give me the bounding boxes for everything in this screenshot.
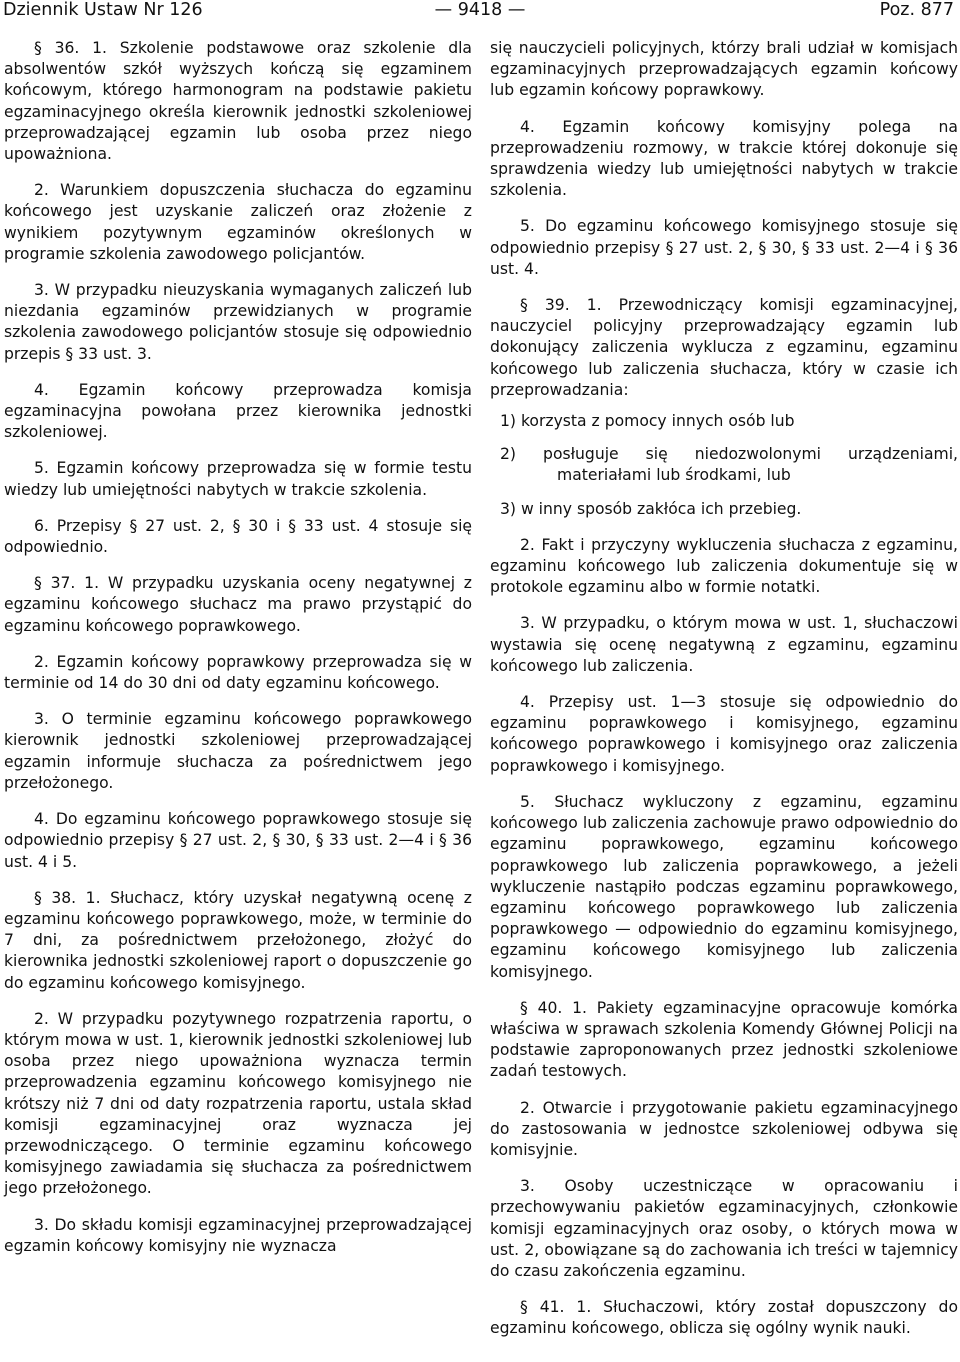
paragraph: 2. Fakt i przyczyny wykluczenia słuchacza z egzaminu, egzaminu końcowego lub zaliczenia dokumentuje się w protokole egzaminu albo w formie notatki. (490, 535, 958, 597)
paragraph: 4. Przepisy ust. 1—3 stosuje się odpowiednio do egzaminu poprawkowego i komisyjnego, egzaminu końcowego poprawkowego i komisyjnego oraz zaliczenia poprawkowego i komisyjnego. (490, 693, 958, 775)
left-column (4, 38, 472, 1257)
paragraph: § 36. 1. Szkolenie podstawowe oraz szkolenie dla absolwentów szkół wyższych kończą się egzaminem końcowym, którego harmonogram na podstawie pakietu egzaminacyjnego określa kierownik jednostki szkoleniowej przeprowadzającej egzamin lub osoba przez niego upoważniona. (4, 39, 472, 164)
paragraph: 5. Słuchacz wykluczony z egzaminu, egzaminu końcowego lub zaliczenia zachowuje prawo odpowiednio do egzaminu poprawkowego, egzaminu końcowego poprawkowego lub zaliczenia poprawkowego, a jeżeli wykluczenie nastąpiło podczas egzaminu poprawkowego, egzaminu końcowego poprawkowego lub zaliczenia poprawkowego — odpowiednio do egzaminu komisyjnego, egzaminu końcowego komisyjnego lub zaliczenia komisyjnego. (490, 792, 958, 981)
list-item: 2) posługuje się niedozwolonymi urządzeniami, materiałami lub środkami, lub (500, 445, 958, 485)
paragraph: 4. Do egzaminu końcowego poprawkowego stosuje się odpowiednio przepisy § 27 ust. 2, § 30, § 33 ust. 2—4 i § 36 ust. 4 i 5. (4, 810, 472, 871)
paragraph: 3. O terminie egzaminu końcowego poprawkowego kierownik jednostki szkoleniowej przeprowadzającej egzamin informuje słuchacza za pośrednictwem jego przełożonego. (4, 710, 472, 792)
paragraph: 5. Do egzaminu końcowego komisyjnego stosuje się odpowiednio przepisy § 27 ust. 2, § 30, § 33 ust. 2—4 i § 36 ust. 4. (490, 217, 958, 278)
paragraph: 2. Egzamin końcowy poprawkowy przeprowadza się w terminie od 14 do 30 dni od daty egzaminu końcowego. (4, 652, 472, 693)
position-number: Poz. 877 (879, 0, 954, 20)
paragraph: 2. Otwarcie i przygotowanie pakietu egzaminacyjnego do zastosowania w jednostce szkoleniowej odbywa się komisyjnie. (490, 1098, 958, 1159)
page-number: — 9418 — (434, 0, 526, 20)
list-item: 1) korzysta z pomocy innych osób lub (500, 412, 795, 431)
paragraph: § 40. 1. Pakiety egzaminacyjne opracowuje komórka właściwa w sprawach szkolenia Komendy Głównej Policji na podstawie zaproponowanych przez jednostki szkoleniowe zadań testowych. (490, 998, 958, 1081)
paragraph: 2. W przypadku pozytywnego rozpatrzenia raportu, o którym mowa w ust. 1, kierownik jednostki szkoleniowej lub osoba przez niego upoważniona wyznacza termin przeprowadzenia egzaminu końcowego komisyjnego nie krótszy niż 7 dni od daty rozpatrzenia raportu, ustala skład komisji egzaminacyjnej oraz wyznacza jej przewodniczącego. O terminie egzaminu końcowego komisyjnego zawiadamia się słuchacza za pośrednictwem jego przełożonego. (4, 1009, 472, 1198)
list-item: 3) w inny sposób zakłóca ich przebieg. (500, 499, 802, 518)
right-column (490, 38, 958, 1340)
paragraph: 4. Egzamin końcowy przeprowadza komisja egzaminacyjna powołana przez kierownika jednostki szkoleniowej. (4, 380, 472, 442)
paragraph: § 37. 1. W przypadku uzyskania oceny negatywnej z egzaminu końcowego słuchacz ma prawo przystąpić do egzaminu końcowego poprawkowego. (4, 574, 472, 635)
paragraph: § 38. 1. Słuchacz, który uzyskał negatywną ocenę z egzaminu końcowego poprawkowego, może, w terminie do 7 dni, za pośrednictwem przełożonego, złożyć do kierownika jednostki szkoleniowej raport o dopuszczenie go do egzaminu końcowego komisyjnego. (4, 888, 472, 992)
paragraph: 5. Egzamin końcowy przeprowadza się w formie testu wiedzy lub umiejętności nabytych w trakcie szkolenia. (4, 459, 472, 499)
paragraph-continuation: się nauczycieli policyjnych, którzy brali udział w komisjach egzaminacyjnych przeprowadzających egzamin końcowy lub egzamin końcowy poprawkowy. (490, 39, 958, 100)
paragraph: 6. Przepisy § 27 ust. 2, § 30 i § 33 ust. 4 stosuje się odpowiednio. (4, 516, 472, 557)
paragraph: § 39. 1. Przewodniczący komisji egzaminacyjnej, nauczyciel policyjny przeprowadzający egzamin lub dokonujący zaliczenia wyklucza z egzaminu, egzaminu końcowego lub zaliczenia słuchacza, który w czasie ich przeprowadzania: (490, 296, 958, 399)
paragraph: 3. W przypadku, o którym mowa w ust. 1, słuchaczowi wystawia się ocenę negatywną z egzaminu, egzaminu końcowego lub zaliczenia. (490, 614, 958, 675)
paragraph: 3. Do składu komisji egzaminacyjnej przeprowadzającej egzamin końcowy komisyjny nie wyznacza (4, 1215, 472, 1255)
paragraph: 3. W przypadku nieuzyskania wymaganych zaliczeń lub niezdania egzaminów przewidzianych w programie szkolenia zawodowego policjantów stosuje się odpowiednio przepis § 33 ust. 3. (4, 281, 472, 363)
paragraph: 4. Egzamin końcowy komisyjny polega na przeprowadzeniu rozmowy, w trakcie której dokonuje się sprawdzenia wiedzy lub umiejętności nabytych w trakcie szkolenia. (490, 117, 958, 200)
page-header (0, 0, 960, 26)
paragraph: 3. Osoby uczestniczące w opracowaniu i przechowywaniu pakietów egzaminacyjnych, członkowie komisji egzaminacyjnych oraz osoby, o których mowa w ust. 2, obowiązane są do zachowania ich treści w tajemnicy do czasu zakończenia egzaminu. (490, 1177, 958, 1280)
paragraph: 2. Warunkiem dopuszczenia słuchacza do egzaminu końcowego jest uzyskanie zaliczeń oraz złożenie z wynikiem pozytywnym egzaminów określonych w programie szkolenia zawodowego policjantów. (4, 181, 472, 263)
paragraph: § 41. 1. Słuchaczowi, który został dopuszczony do egzaminu końcowego, oblicza się ogólny wynik nauki. (490, 1298, 958, 1338)
journal-title: Dziennik Ustaw Nr 126 (3, 0, 203, 20)
